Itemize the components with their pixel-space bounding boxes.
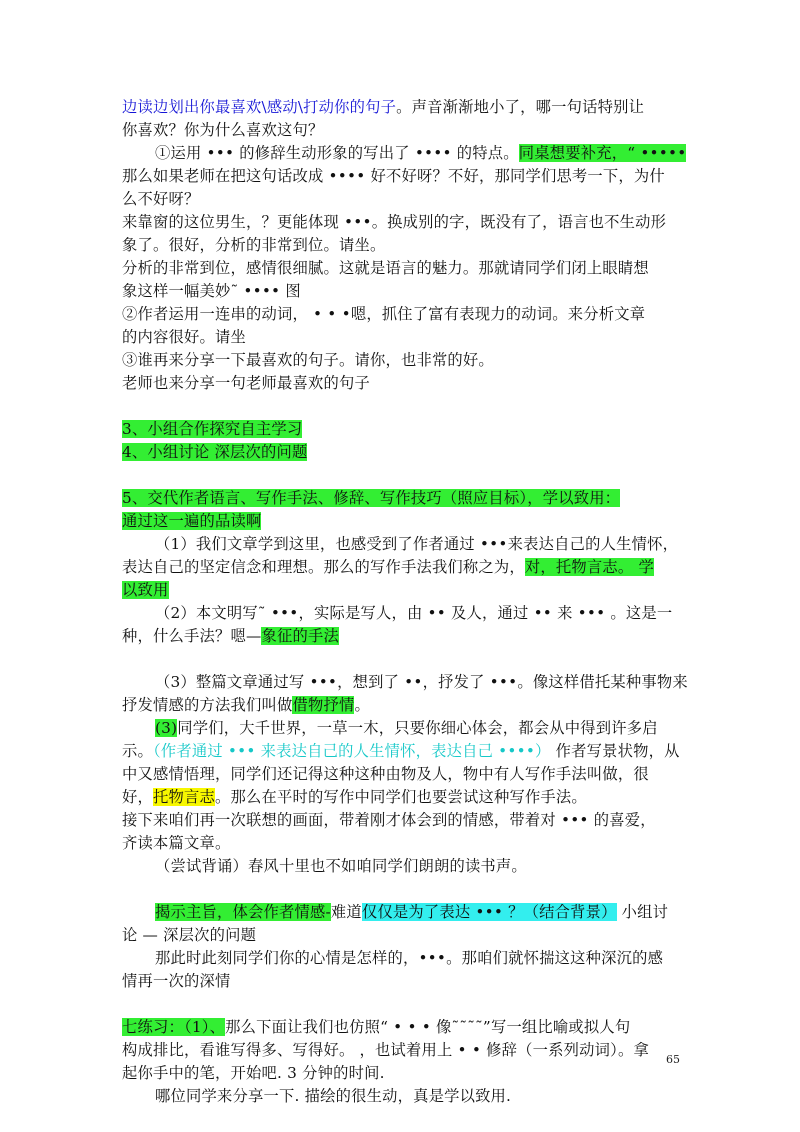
highlighted-text: 4、小组讨论 深层次的问题 <box>122 443 308 461</box>
text-span: （尝试背诵）春风十里也不如咱同学们朗朗的读书声。 <box>155 857 527 875</box>
text-line <box>155 671 688 693</box>
text-line <box>122 556 654 578</box>
text-span: 情再一次的深情 <box>122 972 231 990</box>
text-span: （作者通过 ••• 来表达自己的人生情怀，表达自己 ••••） <box>153 742 551 760</box>
text-line <box>155 533 678 555</box>
text-span: 同学们，大千世界，一草一木，只要你细心体会，都会从中得到许多启 <box>177 719 658 737</box>
text-span: 抒发情感的方法我们叫做 <box>122 696 293 714</box>
text-span: 。那么在平时的写作中同学们也要尝试这种写作手法。 <box>215 788 587 806</box>
text-span: 好， <box>122 788 153 806</box>
highlighted-text: 以致用 <box>122 581 169 599</box>
text-line <box>122 694 370 716</box>
text-line <box>155 717 658 739</box>
text-span: 么不好呀？ <box>122 190 200 208</box>
text-span: ③谁再来分享一下最喜欢的句子。请你，也非常的好。 <box>122 351 494 369</box>
text-line <box>155 142 686 164</box>
text-line <box>122 1016 630 1038</box>
text-line <box>122 510 261 532</box>
text-span: 难道 <box>330 903 362 921</box>
text-line <box>122 1039 649 1061</box>
text-span: （3）整篇文章通过写 •••，想到了 ••，抒发了 •••。像这样借托某种事物来 <box>155 673 688 691</box>
highlighted-text: 同桌想要补充，“ ••••• <box>518 144 687 162</box>
text-line <box>155 901 668 923</box>
text-span: 种，什么手法？嗯— <box>122 627 262 645</box>
text-line <box>122 165 665 187</box>
text-span: ②作者运用一连串的动词， • • •嗯，抓住了富有表现力的动词。来分析文章 <box>122 305 646 323</box>
highlighted-text: 借物抒情 <box>292 696 355 714</box>
text-span: 你喜欢？你为什么喜欢这句？ <box>122 121 324 139</box>
text-line <box>122 372 370 394</box>
text-span: 边读边划出你最喜欢\感动\打动你的句子 <box>122 98 397 116</box>
highlighted-text: 5、交代作者语言、写作手法、修辞、写作技巧（照应目标），学以致用： <box>122 489 621 507</box>
highlighted-text: 七练习：（1）、 <box>122 1018 226 1036</box>
text-span: 接下来咱们再一次联想的画面，带着刚才体会到的情感，带着对 ••• 的喜爱， <box>122 811 656 829</box>
text-line <box>122 418 302 440</box>
text-line <box>122 188 200 210</box>
text-span: 起你手中的笔，开始吧. 3 分钟的时间. <box>122 1064 385 1082</box>
text-line <box>122 280 301 302</box>
text-line <box>122 740 680 762</box>
text-span: 哪位同学来分享一下. 描绘的很生动，真是学以致用. <box>155 1087 512 1105</box>
text-span: 来靠窗的这位男生，？更能体现 •••。换成别的字，既没有了，语言也不生动形 <box>122 213 667 231</box>
text-line <box>155 602 672 624</box>
text-line <box>122 303 645 325</box>
text-span: （1）我们文章学到这里，也感受到了作者通过 •••来表达自己的人生情怀， <box>155 535 679 553</box>
text-line <box>122 349 494 371</box>
text-span: 小组讨 <box>616 903 669 921</box>
text-line <box>122 234 385 256</box>
highlighted-text: (3) <box>155 719 178 737</box>
page-number: 65 <box>666 1053 680 1066</box>
text-span: （2）本文明写˜ •••，实际是写人，由 •• 及人，通过 •• 来 ••• 。这是一 <box>155 604 673 622</box>
text-span: 那么下面让我们也仿照“ • • • 像˜˜˜˜”写一组比喻或拟人句 <box>225 1018 631 1036</box>
text-span: 的内容很好。请坐 <box>122 328 246 346</box>
text-span: 表达自己的坚定信念和理想。那么的写作手法我们称之为， <box>122 558 525 576</box>
text-line <box>122 625 339 647</box>
text-line <box>122 970 230 992</box>
text-line <box>122 441 307 463</box>
text-line <box>155 947 663 969</box>
text-span: 构成排比，看谁写得多、写得好。 ，也试着用上 • • 修辞（一系列动词）。拿 <box>122 1041 649 1059</box>
text-span: ①运用 ••• 的修辞生动形象的写出了 •••• 的特点。 <box>155 144 519 162</box>
text-line <box>122 487 620 509</box>
text-span: 作者写景状物，从 <box>550 742 680 760</box>
text-line <box>122 924 256 946</box>
highlighted-text: 通过这一遍的品读啊 <box>122 512 262 530</box>
text-span: 那此时此刻同学们你的心情是怎样的，•••。那咱们就怀揣这这种深沉的感 <box>155 949 664 967</box>
text-line <box>122 786 587 808</box>
highlighted-text: 对，托物言志。 学 <box>524 558 654 576</box>
highlighted-text: 揭示主旨，体会作者情感- <box>155 903 331 921</box>
text-span: 示。 <box>122 742 153 760</box>
text-line <box>122 326 246 348</box>
text-span: 中又感情悟理，同学们还记得这种这种由物及人，物中有人写作手法叫做，很 <box>122 765 649 783</box>
text-span: 老师也来分享一句老师最喜欢的句子 <box>122 374 370 392</box>
text-line <box>122 257 649 279</box>
text-line <box>122 119 323 141</box>
highlighted-text: 3、小组合作探究自主学习 <box>122 420 303 438</box>
text-line <box>122 579 169 601</box>
text-span: 。 <box>354 696 370 714</box>
text-line <box>122 763 649 785</box>
text-line <box>122 809 656 831</box>
text-span: 论 — 深层次的问题 <box>122 926 257 944</box>
text-span: 。声音渐渐地小了，哪一句话特别让 <box>396 98 645 116</box>
text-span: 分析的非常到位，感情很细腻。这就是语言的魅力。那就请同学们闭上眼睛想 <box>122 259 649 277</box>
text-line <box>122 211 666 233</box>
text-line <box>155 1085 511 1107</box>
text-line <box>155 855 527 877</box>
text-span: 那么如果老师在把这句话改成 •••• 好不好呀？不好，那同学们思考一下，为什 <box>122 167 665 185</box>
text-span: 齐读本篇文章。 <box>122 834 231 852</box>
text-line <box>122 832 230 854</box>
highlighted-text: 仅仅是为了表达 ••• ？（结合背景） <box>361 903 617 921</box>
highlighted-text: 象征的手法 <box>261 627 339 645</box>
text-line <box>122 1062 385 1084</box>
text-span: 象这样一幅美妙˜ •••• 图 <box>122 282 301 300</box>
highlighted-text: 托物言志 <box>153 788 215 806</box>
text-line <box>122 96 644 118</box>
text-span: 象了。很好，分析的非常到位。请坐。 <box>122 236 386 254</box>
